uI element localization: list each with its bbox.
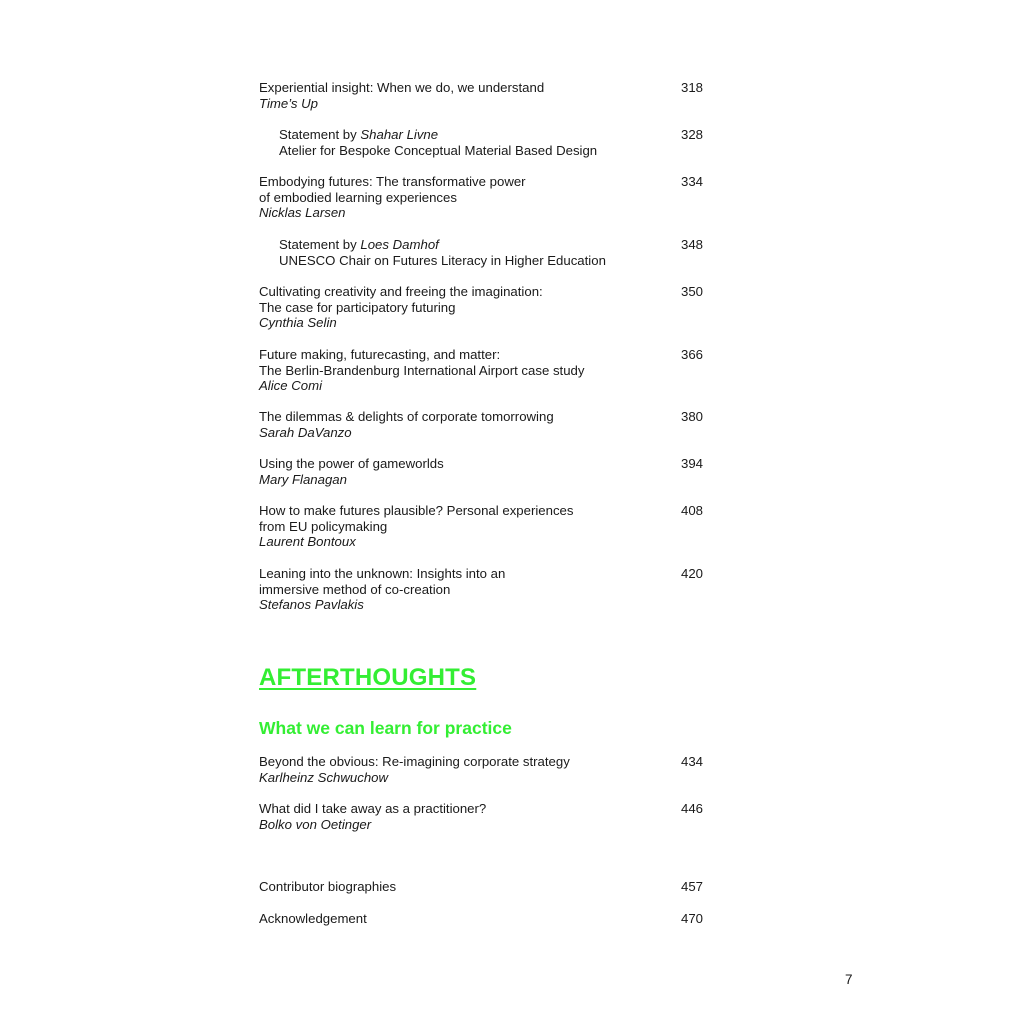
entry-author: Cynthia Selin xyxy=(259,315,337,331)
entry-title: The Berlin-Brandenburg International Airport case study xyxy=(259,362,585,378)
toc-entry xyxy=(259,284,703,331)
entry-page-number: 394 xyxy=(680,456,703,471)
entry-author: Shahar Livne xyxy=(360,127,439,142)
entry-title: The case for participatory futuring xyxy=(259,299,456,315)
statement-prefix: Statement by xyxy=(279,127,361,142)
entry-page-number: 366 xyxy=(680,347,703,362)
toc-entry xyxy=(259,409,703,440)
entry-page-number: 434 xyxy=(680,754,703,769)
entry-page-number: 350 xyxy=(680,284,703,299)
entry-title: Experiential insight: When we do, we understand xyxy=(259,80,545,95)
folio-page-number: 7 xyxy=(845,972,853,987)
entry-title: Embodying futures: The transformative power xyxy=(259,174,526,189)
entry-author: Karlheinz Schwuchow xyxy=(259,769,389,785)
entry-page-number: 420 xyxy=(680,566,703,581)
entry-page-number: 334 xyxy=(680,174,703,189)
entry-author: Laurent Bontoux xyxy=(259,534,356,550)
entry-affiliation: UNESCO Chair on Futures Literacy in Higher Education xyxy=(279,252,606,268)
entry-page-number: 328 xyxy=(680,127,703,142)
statement-prefix: Statement by xyxy=(279,237,361,252)
entry-author: Bolko von Oetinger xyxy=(259,816,372,832)
entry-title: Beyond the obvious: Re-imagining corporate strategy xyxy=(259,754,570,769)
entry-affiliation: Atelier for Bespoke Conceptual Material Based Design xyxy=(279,142,598,158)
toc-entry xyxy=(259,801,703,832)
entry-title: Using the power of gameworlds xyxy=(259,456,444,471)
entry-page-number: 457 xyxy=(680,879,703,894)
toc-entry xyxy=(259,566,703,613)
entry-page-number: 348 xyxy=(680,237,703,252)
entry-title: What did I take away as a practitioner? xyxy=(259,801,487,816)
entry-title: of embodied learning experiences xyxy=(259,189,457,205)
entry-page-number: 446 xyxy=(680,801,703,816)
entry-author: Mary Flanagan xyxy=(259,471,347,487)
entry-page-number: 318 xyxy=(680,80,703,95)
entry-author: Sarah DaVanzo xyxy=(259,424,352,440)
toc-entry xyxy=(259,754,703,785)
entry-author: Stefanos Pavlakis xyxy=(259,597,364,613)
entry-title: Contributor biographies xyxy=(259,879,397,894)
toc-entry xyxy=(259,503,703,550)
entry-page-number: 470 xyxy=(680,911,703,926)
toc-entry xyxy=(259,347,703,394)
entry-title: Leaning into the unknown: Insights into an xyxy=(259,566,506,581)
back-matter-entry xyxy=(259,911,703,927)
entry-title: Future making, futurecasting, and matter: xyxy=(259,347,501,362)
toc-entry xyxy=(259,80,703,111)
toc-entry xyxy=(259,174,703,221)
entry-title: The dilemmas & delights of corporate tomorrowing xyxy=(259,409,554,424)
entry-author: Time’s Up xyxy=(259,95,318,111)
toc-entry xyxy=(259,456,703,487)
back-matter-entry xyxy=(259,879,703,895)
entry-page-number: 408 xyxy=(680,503,703,518)
entry-title: How to make futures plausible? Personal experiences xyxy=(259,503,574,518)
toc-statement-entry xyxy=(279,127,703,158)
entry-author: Alice Comi xyxy=(259,378,323,394)
section-heading: AFTERTHOUGHTS xyxy=(259,664,477,691)
entry-title: Acknowledgement xyxy=(259,911,367,926)
entry-page-number: 380 xyxy=(680,409,703,424)
entry-title: Cultivating creativity and freeing the imagination: xyxy=(259,284,543,299)
entry-title: immersive method of co-creation xyxy=(259,581,451,597)
entry-author: Nicklas Larsen xyxy=(259,205,346,221)
entry-author: Loes Damhof xyxy=(360,237,439,252)
toc-statement-entry xyxy=(279,237,703,268)
section-subheading: What we can learn for practice xyxy=(259,718,512,738)
entry-title: from EU policymaking xyxy=(259,518,388,534)
